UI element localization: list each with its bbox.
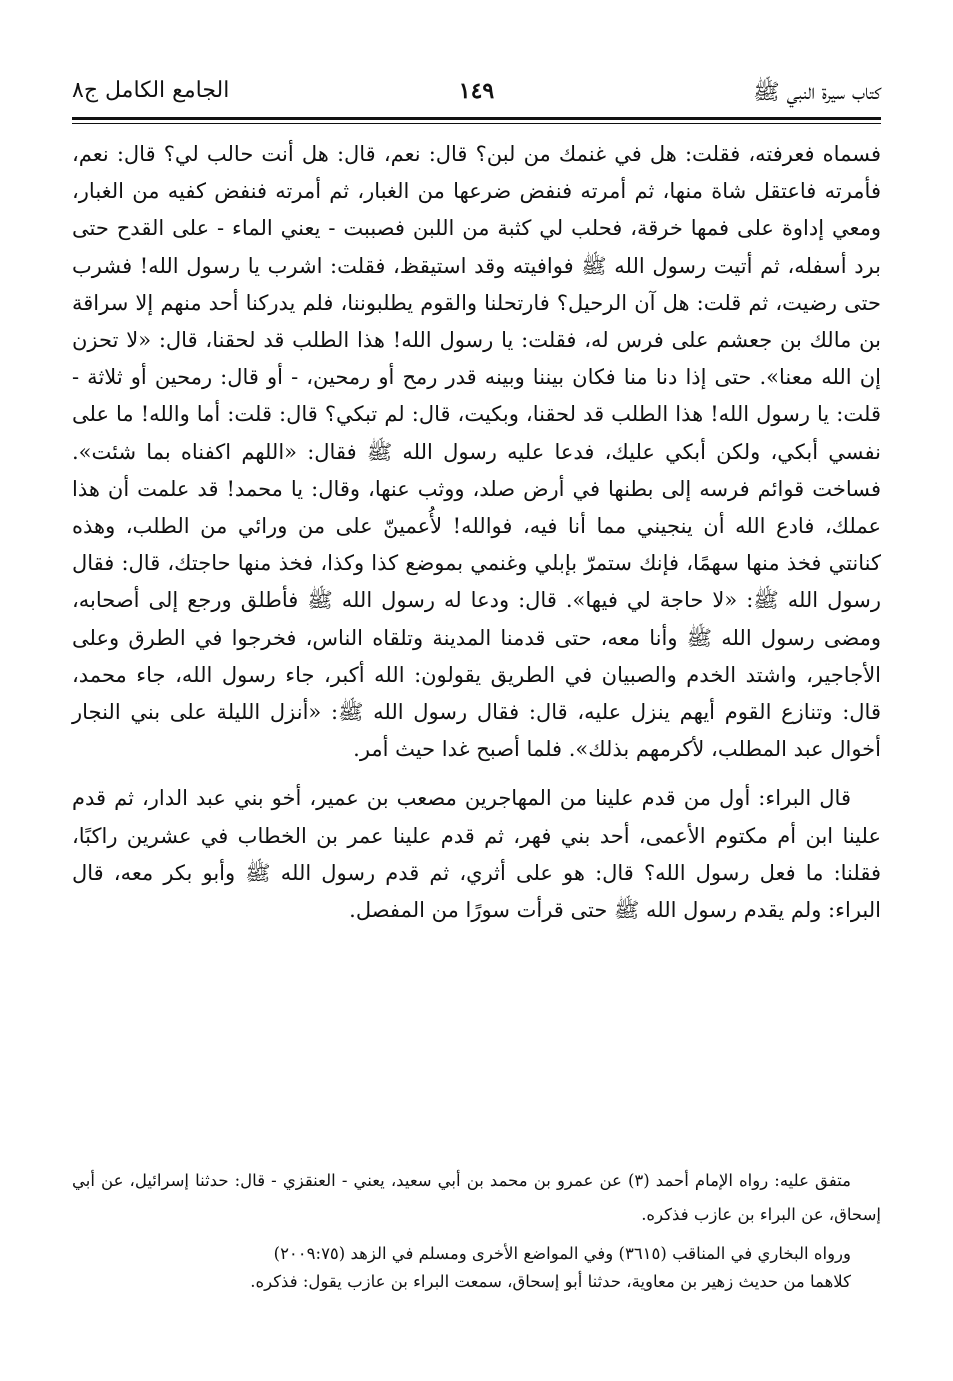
volume-label: الجامع الكامل ج٨ bbox=[72, 78, 230, 103]
main-text bbox=[72, 136, 881, 929]
takhrij-note-2-line1: ورواه البخاري في المناقب (٣٦١٥) وفي المواضع الأخرى ومسلم في الزهد (٢٠٠٩:٧٥) bbox=[273, 1244, 851, 1263]
takhrij-note-2 bbox=[72, 1240, 881, 1296]
header-rule-thin bbox=[72, 123, 881, 124]
book-title: كتاب سيرة النبي ﷺ bbox=[753, 80, 881, 105]
hadith-paragraph: فسماه فعرفته، فقلت: هل في غنمك من لبن؟ قال: نعم، قال: هل أنت حالب لي؟ قال: نعم، فأمرته فاعتقل شاة منها، ثم أمرته فنفض ضرعها من الغبار، ثم أمرته فنفض كفيه من الغبار، ومعي إداوة على فمها خرقة، فحلب لي كثبة من اللبن فصببت - يعني الماء - على القدح حتى برد أسفله، ثم أتيت رسول الله ﷺ فوافيته وقد استيقظ، فقلت: اشرب يا رسول الله! فشرب حتى رضيت، ثم قلت: هل آن الرحيل؟ فارتحلنا والقوم يطلبوننا، فلم يدركنا أحد منهم إلا سراقة بن مالك بن جعشم على فرس له، فقلت: يا رسول الله! هذا الطلب قد لحقنا، قال: «لا تحزن إن الله معنا». حتى إذا دنا منا فكان بيننا وبينه قدر رمح أو رمحين، - أو قال: رمحين أو ثلاثة - قلت: يا رسول الله! هذا الطلب قد لحقنا، وبكيت، قال: لم تبكي؟ قال: قلت: أما والله! ما على نفسي أبكي، ولكن أبكي عليك، فدعا عليه رسول الله ﷺ فقال: «اللهم اكفناه بما شئت». فساخت قوائم فرسه إلى بطنها في أرض صلد، ووثب عنها، وقال: يا محمد! قد علمت أن هذا عملك، فادع الله أن ينجيني مما أنا فيه، فوالله! لأُعمينّ على من ورائي من الطلب، وهذه كنانتي فخذ منها سهمًا، فإنك ستمرّ بإبلي وغنمي بموضع كذا وكذا، فخذ منها حاجتك، قال: فقال رسول الله ﷺ: «لا حاجة لي فيها». قال: ودعا له رسول الله ﷺ فأطلق ورجع إلى أصحابه، ومضى رسول الله ﷺ وأنا معه، حتى قدمنا المدينة وتلقاه الناس، فخرجوا في الطرق وعلى الأجاجير، واشتد الخدم والصبيان في الطريق يقولون: الله أكبر، جاء رسول الله، جاء محمد، قال: وتنازع القوم أيهم ينزل عليه، قال: فقال رسول الله ﷺ: «أنزل الليلة على بني النجار أخوال عبد المطلب، لأكرمهم بذلك». فلما أصبح غدا حيث أمر. bbox=[72, 142, 881, 762]
bara-paragraph: قال البراء: أول من قدم علينا من المهاجرين مصعب بن عمير، أخو بني عبد الدار، ثم قدم علينا ابن أم مكتوم الأعمى، أحد بني فهر، ثم قدم علينا عمر بن الخطاب في عشرين راكبًا، فقلنا: ما فعل رسول الله؟ قال: هو على أثري، ثم قدم رسول الله ﷺ وأبو بكر معه، قال البراء: ولم يقدم رسول الله ﷺ حتى قرأت سورًا من المفصل. bbox=[72, 786, 881, 923]
takhrij-note-1: متفق عليه: رواه الإمام أحمد (٣) عن عمرو بن محمد بن أبي سعيد، يعني - العنقزي - قال: حدثنا إسرائيل، عن أبي إسحاق، عن البراء بن عازب فذكره. bbox=[72, 1171, 881, 1224]
page-number: ١٤٩ bbox=[458, 78, 495, 104]
page-header bbox=[72, 74, 881, 114]
header-rule-thick bbox=[72, 117, 881, 120]
footnotes bbox=[72, 1164, 881, 1296]
takhrij-note-2-line2: كلاهما من حديث زهير بن معاوية، حدثنا أبو إسحاق، سمعت البراء بن عازب يقول: فذكره. bbox=[250, 1272, 851, 1291]
